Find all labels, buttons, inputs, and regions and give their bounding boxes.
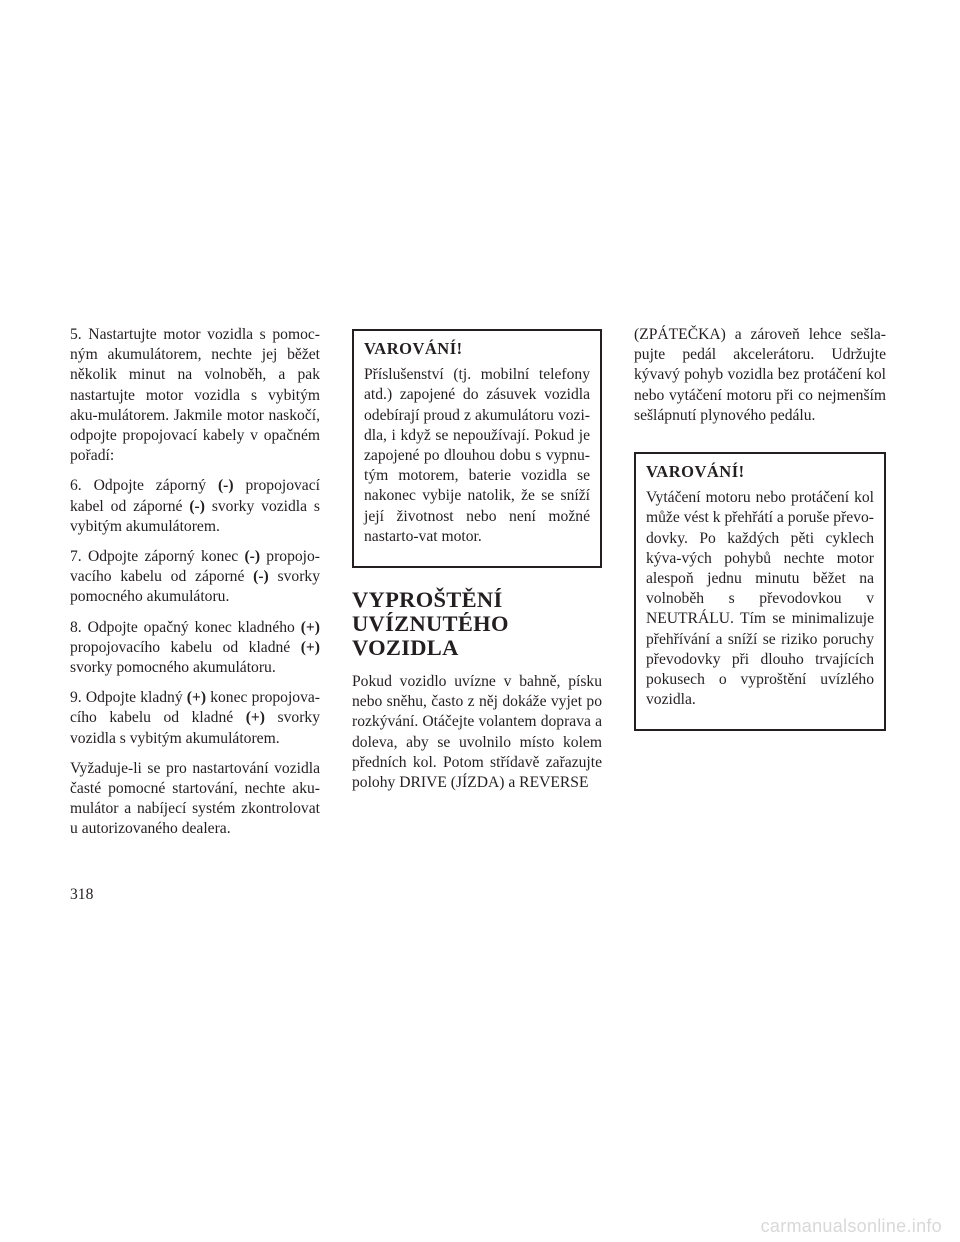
column-left xyxy=(70,325,320,850)
positive-symbol: (+) xyxy=(300,618,320,636)
positive-symbol: (+) xyxy=(186,689,207,707)
warning-title: VAROVÁNÍ! xyxy=(364,339,463,358)
negative-symbol: (-) xyxy=(244,548,261,566)
column-middle xyxy=(352,325,602,803)
freeing-vehicle-paragraph: Pokud vozidlo uvízne v bahně, písku nebo sněhu, často z něj dokáže vyjet po rozkývání. Otáčejte volantem doprava a doleva, aby se uvolnilo místo kolem předních kol. Potom střídavě zařazujte polohy DRIVE (JÍZDA) a REVERSE xyxy=(352,673,602,792)
step-6: 6. Odpojte záporný (-) propojovací kabel od záporné (-) svorky vozidla s vybitým akumulátorem. xyxy=(70,477,320,535)
dealer-note: Vyžaduje-li se pro nastartování vozidla časté pomocné startování, nechte aku-mulátor a nabíjecí systém zkontrolovat u autorizovaného dealera. xyxy=(70,759,320,838)
positive-symbol: (+) xyxy=(300,638,320,656)
page-number: 318 xyxy=(70,886,94,903)
negative-symbol: (-) xyxy=(253,568,269,586)
warning-text: Příslušenství (tj. mobilní telefony atd.) zapojené do zásuvek vozidla odebírají proud z akumulátoru vozi-dla, i když se nepoužívají. Pokud je zapojené po dlouhou dobu s vypnu-tým motorem, baterie vozidla se nakonec vybije natolik, že se sníží její životnost nebo není možné nastarto-vat motor. xyxy=(364,366,590,545)
negative-symbol: (-) xyxy=(217,477,234,495)
freeing-vehicle-continued: (ZPÁTEČKA) a zároveň lehce sešla-pujte pedál akcelerátoru. Udržujte kývavý pohyb vozidla bez protáčení kol nebo vytáčení motoru při co nejmenším sešlápnutí plynového pedálu. xyxy=(634,326,886,424)
warning-box-accessories xyxy=(352,329,602,568)
watermark: carmanualsonline.info xyxy=(760,1216,942,1236)
step-7: 7. Odpojte záporný konec (-) propojo-vacího kabelu od záporné (-) svorky pomocného akumulátoru. xyxy=(70,548,320,606)
step-9: 9. Odpojte kladný (+) konec propojova-cího kabelu od kladné (+) svorky vozidla s vybitým akumulátorem. xyxy=(70,689,321,747)
warning-box-transmission xyxy=(634,452,886,731)
section-heading: VYPROŠTĚNÍ UVÍZNUTÉHO VOZIDLA xyxy=(352,587,509,661)
step-5: 5. Nastartujte motor vozidla s pomoc-ným akumulátorem, nechte jej běžet několik minut na volnoběh, a pak nastartujte motor vozidla s vybitým aku-mulátorem. Jakmile motor naskočí, odpojte propojovací kabely v opačném pořadí: xyxy=(70,326,320,465)
step-8: 8. Odpojte opačný konec kladného (+) propojovacího kabelu od kladné (+) svorky pomocného akumulátoru. xyxy=(70,618,320,677)
column-right xyxy=(634,325,886,731)
negative-symbol: (-) xyxy=(189,497,205,515)
positive-symbol: (+) xyxy=(245,709,265,727)
warning-title: VAROVÁNÍ! xyxy=(646,462,745,482)
warning-text: Vytáčení motoru nebo protáčení kol může vést k přehřátí a poruše převo-dovky. Po každých pěti cyklech kýva-vých pohybů nechte motor alespoň jednu minutu běžet na volnoběh s převodovkou v NEUTRÁLU. Tím se minimalizuje přehřívání a sníží se riziko poruchy převodovky při dlouho trvajících pokusech o vyproštění uvízlého vozidla. xyxy=(646,489,874,709)
